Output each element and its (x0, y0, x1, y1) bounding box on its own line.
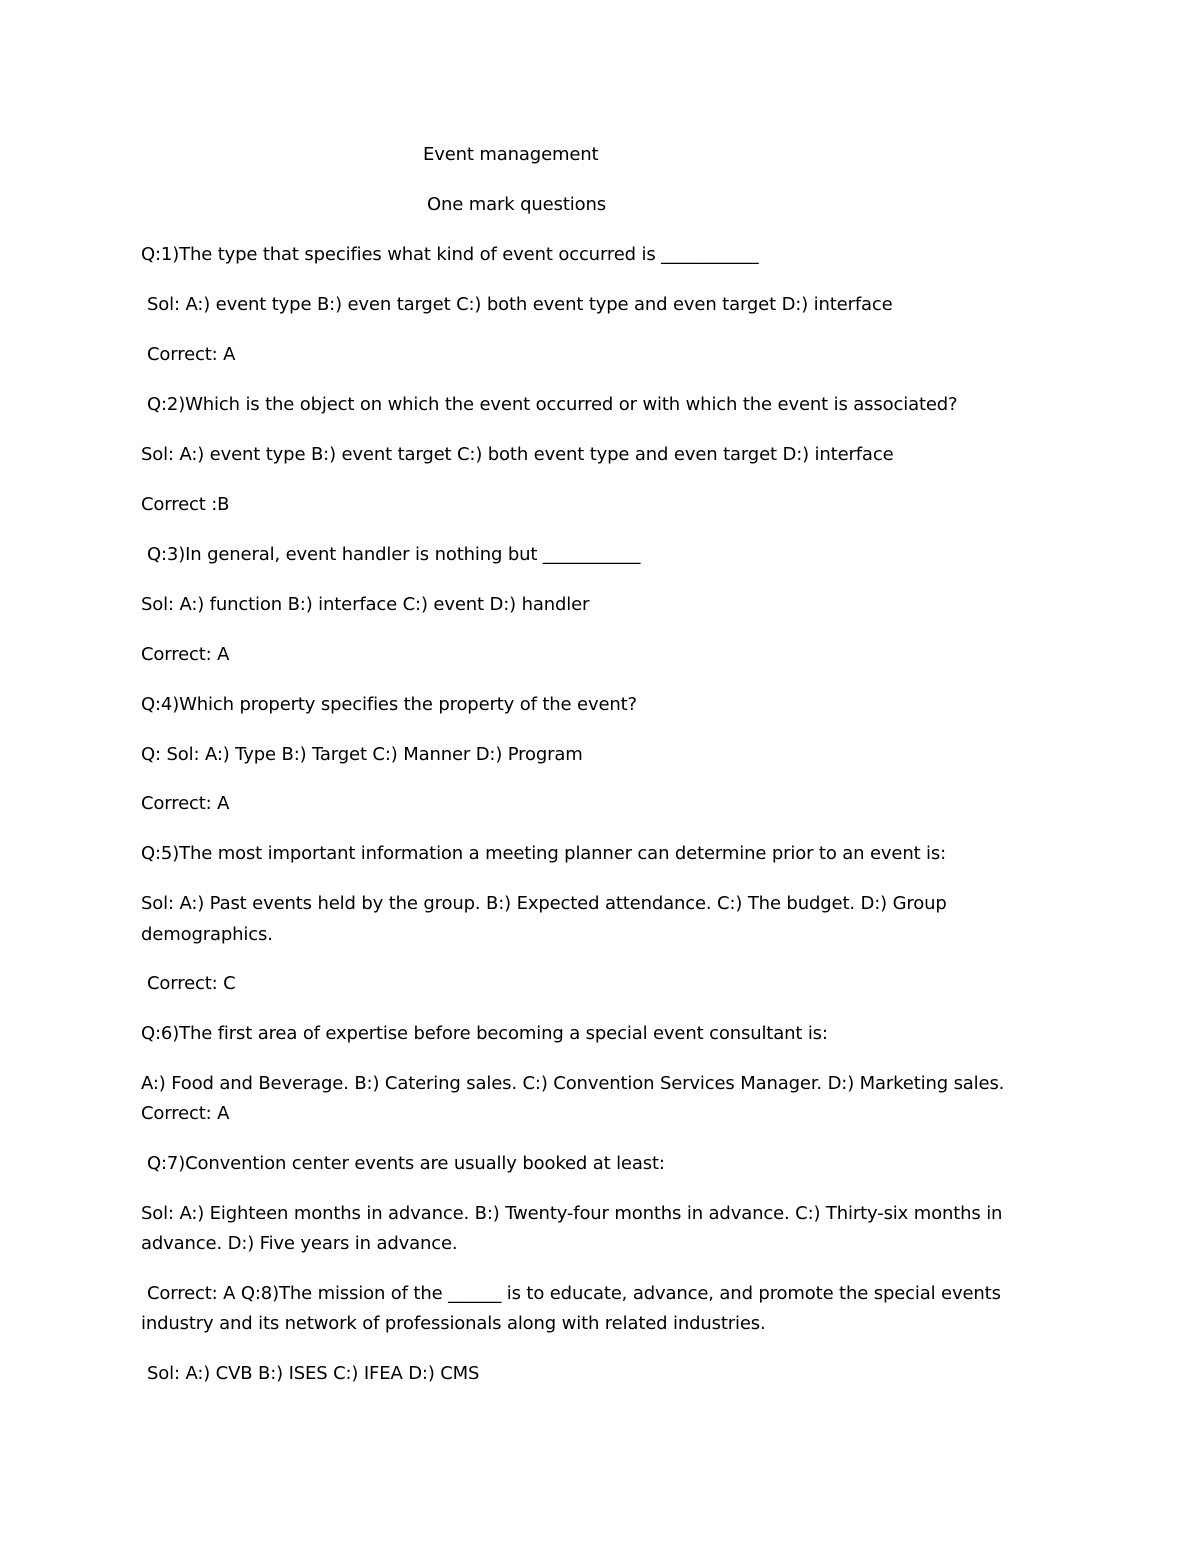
question-3: Q:3)In general, event handler is nothing but ___________ (147, 544, 641, 565)
options-1: Sol: A:) event type B:) even target C:) both event type and even target D:) interface (147, 294, 893, 315)
question-4: Q:4)Which property specifies the property of the event? (141, 694, 637, 715)
answer-5: Correct: C (147, 973, 236, 994)
question-5: Q:5)The most important information a meeting planner can determine prior to an event is: (141, 843, 947, 864)
options-4: Q: Sol: A:) Type B:) Target C:) Manner D:) Program (141, 744, 583, 765)
question-6: Q:6)The first area of expertise before becoming a special event consultant is: (141, 1023, 828, 1044)
options-6: A:) Food and Beverage. B:) Catering sales. C:) Convention Services Manager. D:) Marketing sales. (141, 1073, 1005, 1094)
options-8: Sol: A:) CVB B:) ISES C:) IFEA D:) CMS (147, 1363, 480, 1384)
answer-1: Correct: A (147, 344, 236, 365)
answer-6: Correct: A (141, 1103, 230, 1124)
answer-7-question-8-line-1: Correct: A Q:8)The mission of the ______ is to educate, advance, and promote the special events (147, 1283, 1001, 1304)
question-1: Q:1)The type that specifies what kind of event occurred is ___________ (141, 244, 759, 265)
answer-2: Correct :B (141, 494, 230, 515)
options-3: Sol: A:) function B:) interface C:) event D:) handler (141, 594, 590, 615)
question-8-line-2: industry and its network of professionals along with related industries. (141, 1313, 766, 1334)
answer-3: Correct: A (141, 644, 230, 665)
document-title: Event management (423, 144, 599, 165)
options-5-line-1: Sol: A:) Past events held by the group. B:) Expected attendance. C:) The budget. D:) Group (141, 893, 947, 914)
options-5-line-2: demographics. (141, 924, 273, 945)
question-2: Q:2)Which is the object on which the event occurred or with which the event is associated? (147, 394, 958, 415)
options-2: Sol: A:) event type B:) event target C:) both event type and even target D:) interface (141, 444, 894, 465)
options-7-line-2: advance. D:) Five years in advance. (141, 1233, 458, 1254)
options-7-line-1: Sol: A:) Eighteen months in advance. B:) Twenty-four months in advance. C:) Thirty-six months in (141, 1203, 1003, 1224)
answer-4: Correct: A (141, 793, 230, 814)
question-7: Q:7)Convention center events are usually booked at least: (147, 1153, 665, 1174)
document-subtitle: One mark questions (427, 194, 606, 215)
